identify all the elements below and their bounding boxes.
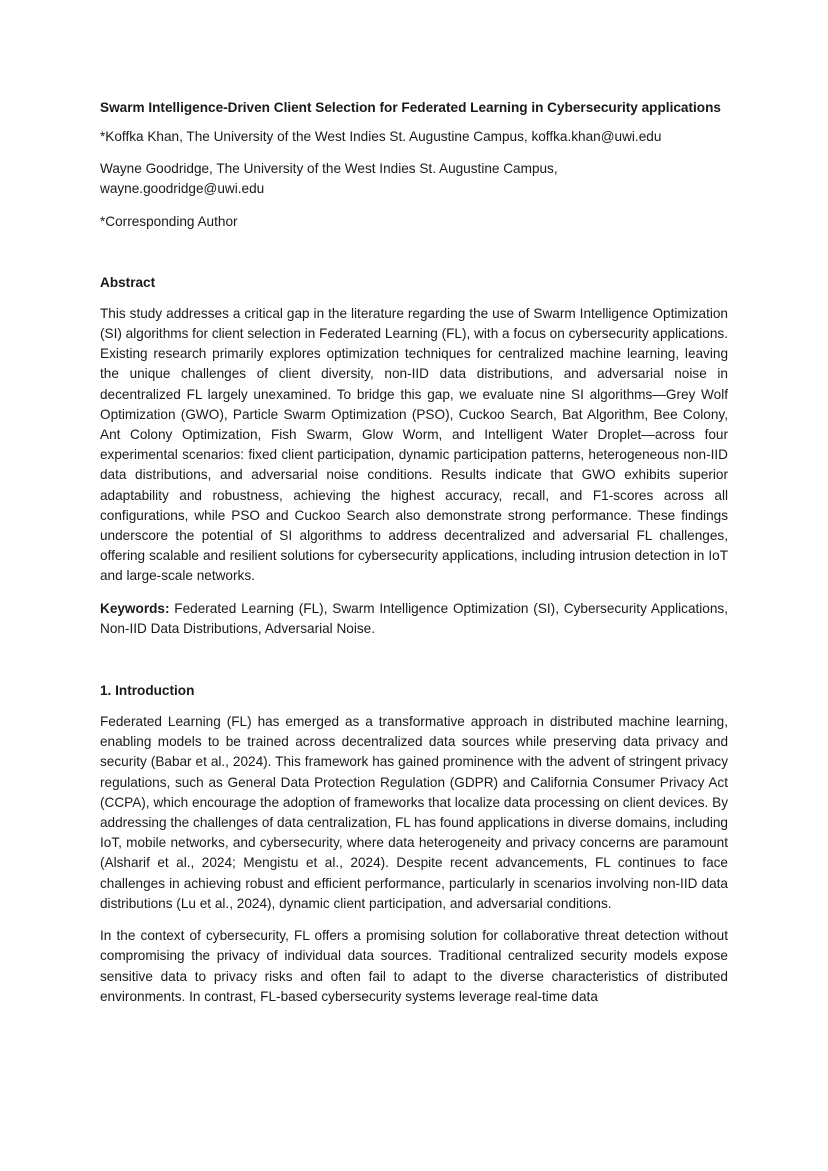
author-2-affiliation: Wayne Goodridge, The University of the West Indies St. Augustine Campus, <box>100 161 558 177</box>
author-2-email: wayne.goodridge@uwi.edu <box>100 181 265 197</box>
abstract-heading: Abstract <box>100 274 156 290</box>
introduction-paragraph-2: In the context of cybersecurity, FL offers a promising solution for collaborative threat detection without compromising the privacy of individual data sources. Traditional centralized security models expose sensitive data to privacy risks and often fail to adapt to the diverse characteristics of distributed environments. In contrast, FL-based cybersecurity systems leverage real-time data <box>100 928 728 1004</box>
paper-page <box>100 98 728 1007</box>
introduction-heading: 1. Introduction <box>100 683 195 699</box>
introduction-paragraph-1: Federated Learning (FL) has emerged as a transformative approach in distributed machine learning, enabling models to be trained across decentralized data sources while preserving data privacy and security (Babar et al., 2024). This framework has gained prominence with the advent of stringent privacy regulations, such as General Data Protection Regulation (GDPR) and California Consumer Privacy Act (CCPA), which encourage the adoption of frameworks that localize data processing on client devices. By addressing the challenges of data centralization, FL has found applications in diverse domains, including IoT, mobile networks, and cybersecurity, where data heterogeneity and privacy concerns are paramount (Alsharif et al., 2024; Mengistu et al., 2024). Despite recent advancements, FL continues to face challenges in achieving robust and efficient performance, particularly in scenarios involving non-IID data distributions (Lu et al., 2024), dynamic client participation, and adversarial conditions. <box>100 714 728 911</box>
author-2 <box>100 159 728 199</box>
keywords <box>100 599 728 639</box>
author-1: *Koffka Khan, The University of the West Indies St. Augustine Campus, koffka.khan@uwi.edu <box>100 129 662 144</box>
keywords-label: Keywords: <box>100 600 170 616</box>
paper-title: Swarm Intelligence-Driven Client Selection for Federated Learning in Cybersecurity applications <box>100 100 721 115</box>
keywords-text: Federated Learning (FL), Swarm Intelligence Optimization (SI), Cybersecurity Applications, Non-IID Data Distributions, Adversarial Noise. <box>100 600 728 636</box>
corresponding-author-note: *Corresponding Author <box>100 213 238 229</box>
abstract-text: This study addresses a critical gap in the literature regarding the use of Swarm Intelligence Optimization (SI) algorithms for client selection in Federated Learning (FL), with a focus on cybersecurity applications. Existing research primarily explores optimization techniques for centralized machine learning, leaving the unique challenges of client diversity, non-IID data distributions, and adversarial noise in decentralized FL largely unexamined. To bridge this gap, we evaluate nine SI algorithms—Grey Wolf Optimization (GWO), Particle Swarm Optimization (PSO), Cuckoo Search, Bat Algorithm, Bee Colony, Ant Colony Optimization, Fish Swarm, Glow Worm, and Intelligent Water Droplet—across four experimental scenarios: fixed client participation, dynamic participation patterns, heterogeneous non-IID data distributions, and adversarial noise conditions. Results indicate that GWO exhibits superior adaptability and robustness, achieving the highest accuracy, recall, and F1-scores across all configurations, while PSO and Cuckoo Search also demonstrate strong performance. These findings underscore the potential of SI algorithms to address decentralized and adversarial FL challenges, offering scalable and resilient solutions for cybersecurity applications, including intrusion detection in IoT and large-scale networks. <box>100 305 728 584</box>
